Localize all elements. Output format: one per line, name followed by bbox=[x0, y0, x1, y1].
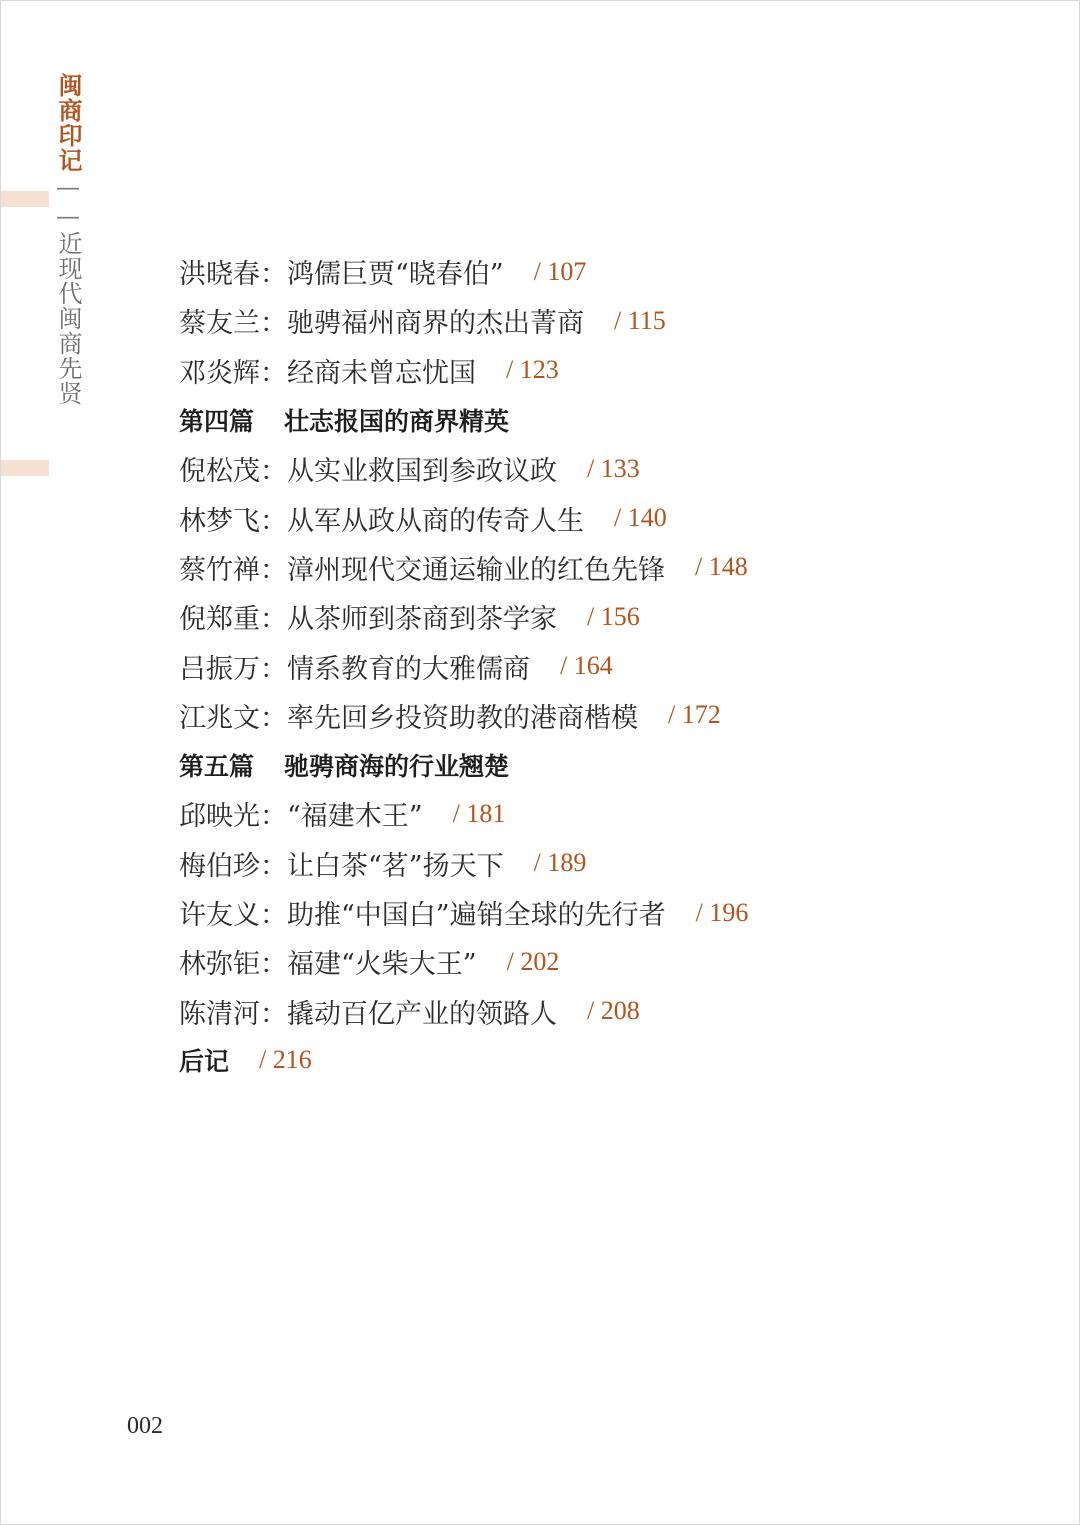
section-title: 壮志报国的商界精英 bbox=[284, 406, 510, 436]
toc-entry[interactable] bbox=[179, 543, 939, 592]
toc-entry[interactable] bbox=[179, 937, 939, 986]
toc-entry-title: 让白茶“茗”扬天下 bbox=[287, 850, 504, 882]
toc-section-heading[interactable] bbox=[179, 740, 939, 789]
section-label: 第四篇 bbox=[179, 406, 255, 436]
toc-entry-title: “福建木王” bbox=[287, 801, 423, 833]
decorative-side-bar bbox=[1, 191, 49, 207]
toc-entry-page: / 216 bbox=[259, 1045, 312, 1075]
toc-entry-title: 福建“火柴大王” bbox=[287, 949, 477, 981]
toc-entry-name: 陈清河 bbox=[179, 998, 260, 1030]
toc-entry[interactable] bbox=[179, 493, 939, 542]
toc-entry[interactable] bbox=[179, 346, 939, 395]
toc-entry-name: 林梦飞 bbox=[179, 505, 260, 537]
toc-entry[interactable] bbox=[179, 444, 939, 493]
afterword-label: 后记 bbox=[179, 1047, 230, 1077]
toc-entry-name: 许友义 bbox=[179, 900, 260, 931]
toc-entry-page: / 133 bbox=[587, 453, 640, 483]
toc-entry-name: 邱映光 bbox=[179, 801, 260, 833]
toc-entry[interactable] bbox=[179, 888, 939, 937]
toc-entry-title: 撬动百亿产业的领路人 bbox=[287, 998, 557, 1030]
toc-entry[interactable] bbox=[179, 641, 939, 690]
toc-entry[interactable] bbox=[179, 986, 939, 1035]
toc-entry-page: / 164 bbox=[560, 651, 613, 681]
toc-entry-page: / 156 bbox=[587, 601, 640, 631]
toc-entry-colon: ： bbox=[260, 357, 287, 389]
toc-entry-title: 从茶师到茶商到茶学家 bbox=[287, 604, 557, 636]
toc-entry-title: 从军从政从商的传奇人生 bbox=[287, 505, 584, 537]
toc-entry-page: / 148 bbox=[695, 552, 748, 582]
toc-entry-colon: ： bbox=[260, 900, 287, 931]
toc-entry-page: / 107 bbox=[533, 256, 587, 286]
toc-entry-page: / 189 bbox=[533, 848, 587, 878]
toc-entry-title: 助推“中国白”遍销全球的先行者 bbox=[287, 900, 666, 931]
toc-section-heading[interactable] bbox=[179, 395, 939, 444]
toc-entry-page: / 123 bbox=[506, 355, 559, 385]
toc-entry-name: 蔡竹禅 bbox=[179, 554, 260, 586]
toc-entry-title: 经商未曾忘忧国 bbox=[287, 357, 476, 389]
book-title: 闽商印记 bbox=[54, 73, 83, 173]
running-head-dash: —— bbox=[54, 173, 82, 231]
toc-entry-title: 从实业救国到参政议政 bbox=[287, 456, 557, 488]
toc-entry[interactable] bbox=[179, 592, 939, 641]
toc-entry-name: 江兆文 bbox=[179, 702, 260, 734]
toc-entry-page: / 208 bbox=[587, 996, 640, 1026]
toc-entry-colon: ： bbox=[260, 801, 287, 833]
toc-entry-colon: ： bbox=[260, 998, 287, 1030]
toc-entry-name: 倪松茂 bbox=[179, 456, 260, 488]
section-title: 驰骋商海的行业翘楚 bbox=[284, 751, 510, 781]
toc-entry-title: 鸿儒巨贾“晓春伯” bbox=[287, 259, 504, 291]
toc-afterword[interactable] bbox=[179, 1036, 939, 1085]
toc-entry-colon: ： bbox=[260, 604, 287, 636]
toc-entry-colon: ： bbox=[260, 653, 287, 685]
toc-entry-colon: ： bbox=[260, 850, 287, 882]
toc-entry[interactable] bbox=[179, 691, 939, 740]
toc-entry-title: 率先回乡投资助教的港商楷模 bbox=[287, 702, 638, 734]
toc-entry-name: 梅伯珍 bbox=[179, 850, 260, 882]
toc-entry-name: 洪晓春 bbox=[179, 259, 260, 291]
toc-entry-name: 林弥钜 bbox=[179, 949, 260, 981]
toc-entry-colon: ： bbox=[260, 554, 287, 586]
toc-entry-colon: ： bbox=[260, 949, 287, 981]
running-head bbox=[53, 73, 83, 406]
toc-entry-colon: ： bbox=[260, 505, 287, 537]
toc-entry-title: 情系教育的大雅儒商 bbox=[287, 653, 530, 685]
page-number: 002 bbox=[127, 1413, 163, 1439]
toc-entry-page: / 140 bbox=[614, 503, 667, 533]
toc-entry[interactable] bbox=[179, 789, 939, 838]
toc-entry-colon: ： bbox=[260, 308, 287, 340]
toc-entry-title: 驰骋福州商界的杰出菁商 bbox=[287, 308, 584, 340]
toc-entry[interactable] bbox=[179, 247, 939, 296]
toc-entry-colon: ： bbox=[260, 702, 287, 734]
book-subtitle: 近现代闽商先贤 bbox=[54, 231, 82, 406]
toc-entry-page: / 196 bbox=[695, 897, 749, 927]
decorative-side-bar bbox=[1, 460, 49, 476]
toc-entry[interactable] bbox=[179, 296, 939, 345]
toc-entry-title: 漳州现代交通运输业的红色先锋 bbox=[287, 554, 665, 586]
toc-entry-name: 蔡友兰 bbox=[179, 308, 260, 340]
toc-entry-page: / 202 bbox=[506, 946, 560, 976]
toc-entry-page: / 181 bbox=[452, 798, 506, 828]
toc-entry-page: / 115 bbox=[614, 305, 666, 335]
toc-entry-name: 邓炎辉 bbox=[179, 357, 260, 389]
toc-entry[interactable] bbox=[179, 839, 939, 888]
toc-entry-colon: ： bbox=[260, 259, 287, 291]
toc-entry-name: 吕振万 bbox=[179, 653, 260, 685]
toc-entry-name: 倪郑重 bbox=[179, 604, 260, 636]
section-label: 第五篇 bbox=[179, 751, 255, 781]
table-of-contents bbox=[179, 247, 939, 1085]
toc-entry-colon: ： bbox=[260, 456, 287, 488]
toc-entry-page: / 172 bbox=[668, 700, 721, 730]
